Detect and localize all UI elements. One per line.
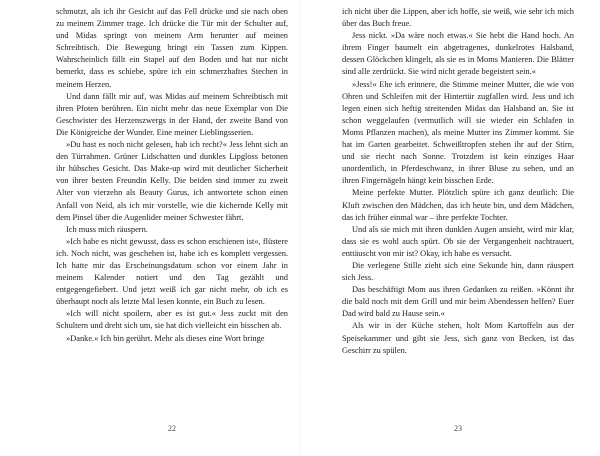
right-paragraph-4: Meine perfekte Mutter. Plötzlich spüre ich ganz deutlich: Die Kluft zwischen den Mädchen, das ich heute bin, und dem Mädchen, das ich früher einmal war – ihre perfekte Tochter. [342,188,574,222]
right-paragraph-5: Und als sie mich mit ihren dunklen Augen ansieht, wird mir klar, dass sie es wohl auch spürt. Ob sie der Vergangenheit nachtrauert, enttäuscht von mir ist? Okay, ich habe es versucht. [342,224,574,258]
right-page [342,6,574,446]
right-paragraph-1: ich nicht über die Lippen, aber ich hoffe, sie weiß, wie sehr ich mich über das Buch freue. [342,7,574,29]
right-paragraph-6: Die verlegene Stille zieht sich eine Sekunde hin, dann räuspert sich Jess. [342,260,574,283]
left-paragraph-4: Ich muss mich räuspern. [66,224,148,234]
left-paragraph-6: »Ich will nicht spoilern, aber es ist gut.« Jess zuckt mit den Schultern und dreht sich um, sie hat dich vielleicht ein bisschen ab. [56,309,288,331]
right-paragraph-8: Als wir in der Küche stehen, holt Mom Kartoffeln aus der Speisekammer und gibt sie Jess, sich ganz von Becken, ist das Geschirr zu spülen. [342,321,574,355]
left-paragraph-3: »Du hast es noch nicht gelesen, hab ich recht?« Jess lehnt sich an den Türrahmen. Grüner Lidschatten und dunkles Lipgloss betonen ihr hübsches Gesicht. Das Make-up wird mit deutlicher Sicherheit von ihrer besten Freundin Kelly. Die beiden sind immer zu zweit Alter von vierzehn als Beauty Gurus, ich antwortete schon einen Anfall von Neid, als ich mir vorstelle, wie die kichernde Kelly mit dem Pinsel über die Augenlider meiner Schwester fährt. [56,140,288,222]
left-paragraph-5: »Ich habe es nicht gewusst, dass es schon erschienen ist«, flüstere ich. Noch nicht, was geschehen ist, habe ich es komplett vergessen. Ich hatte mir das Erscheinungsdatum schon vor einem Jahr in meinem Kalender notiert und den Tag gezählt und entgegengefiebert. Und jetzt weiß ich gar nicht mehr, ob ich es überhaupt noch als letzte Mal lesen konnte, ein Buch zu lesen. [56,236,288,307]
book-gutter [299,0,301,456]
right-page-number: 23 [454,424,462,433]
right-paragraph-3: »Jess!« Ehe ich erinnere, die Stimme meiner Mutter, die wie von Ohren und Schleifen mit der Hintertür zugfallen wird. Jess und ich legen einen sich heftig streitenden Midas das Halsband an. Sie ist schon weggelaufen (vermutlich will sie wieder ein Schlafen in Moms Pflanzen machen), als meine Mutter ins Zimmer kommt. Sie hat im Garten gearbeitet. Schweißtropfen stehen ihr auf der Stirn, und sie riecht nach Sonne. Trotzdem ist kein einziges Haar unordentlich, in Pferdeschwanz, in ihrer Bluse zu sehen, und an ihren Fingernägeln hängt kein bisschen Erde. [342,79,574,186]
left-page-number: 22 [168,424,176,433]
left-page [56,6,288,446]
right-paragraph-7: Das beschäftigt Mom aus ihren Gedanken zu reißen. »Könnt ihr die bald noch mit dem Grill und mir beim Abendessen helfen? Euer Dad wird bald zu Hause sein.« [342,285,574,319]
left-paragraph-1: schmutzt, als ich ihr Gesicht auf das Fell drücke und sie nach oben zu meinem Zimmer trage. Ich drücke die Tür mit der Schulter auf, und Midas springt von meinem Arm herunter auf meinen Schreibtisch. Die Bewegung bringt ein Tassen zum Kippen. Wahrscheinlich fällt ein Stapel auf den Boden und hat nur nicht bemerkt, dass es schiebe, spüre ich ein schmerzhaftes Stechen in meinem Herzen. [56,7,288,89]
right-paragraph-2: Jess nickt. »Da wäre noch etwas.« Sie hebt die Hand hoch. An ihrem Finger baumelt ein abgetragenes, dunkelrotes Halsband, dessen Glöckchen klingelt, als sie es in Moms Manieren. Die Blätter sind alle zerdrückt. Sie wird nicht gerade begeistert sein.« [342,31,574,77]
left-paragraph-2: Und dann fällt mir auf, was Midas auf meinem Schreibtisch mit ihren Pfoten berühren. Ein nicht mehr das neue Exemplar von Die Geschwister des Herzenszwergs in der Hand, der zweite Band von Die Königreiche der Wunder. Eine meiner Lieblingsserien. [56,91,288,137]
left-paragraph-7: »Danke.« Ich bin gerührt. Mehr als dieses eine Wort bringe [66,333,265,343]
